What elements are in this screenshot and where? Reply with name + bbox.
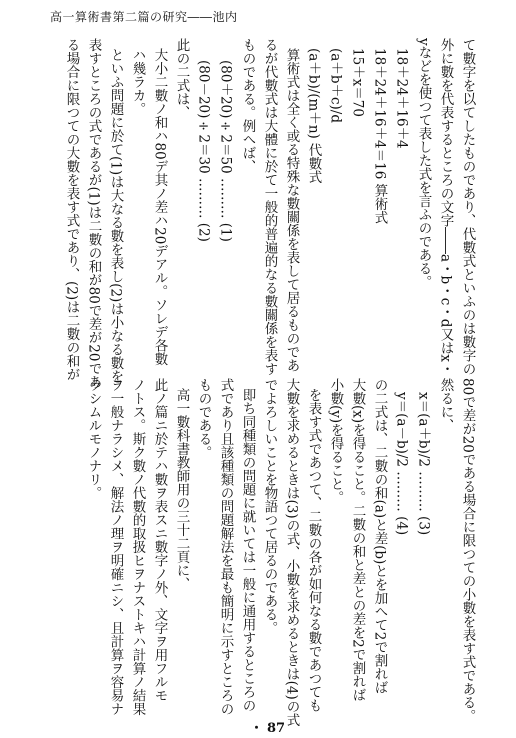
text-column: の二式は、二數の和(a)と差(b)とを加へて2で割れば bbox=[371, 378, 388, 695]
text-column: 小數(y)を得ること。 bbox=[327, 378, 344, 505]
text-column: 大小二數ノ和ハ80デ其ノ差ハ20デアル。ソレデ各數 bbox=[151, 48, 168, 366]
formula-line: (a＋b＋c)/d bbox=[327, 48, 344, 123]
formula-line: y＝(a－b)/2 ……… (4) bbox=[393, 392, 410, 536]
formula-line: 18＋24＋16＋4＝16 算術式 bbox=[371, 48, 388, 225]
text-column: 算術式は全く或る特殊な數關係を表して居るものであ bbox=[283, 48, 300, 372]
text-column: 此の二式は、 bbox=[173, 38, 190, 119]
page-number: ・ 87 bbox=[250, 721, 286, 736]
text-column: 表すところの式であるが(1)は二數の和が80で差が20であ bbox=[85, 38, 102, 389]
page-number-text: 87 bbox=[267, 721, 286, 736]
text-column: ラシムルモノナリ。 bbox=[85, 378, 102, 500]
text-column: ものである。 bbox=[195, 378, 212, 459]
text-column: 此ノ篇ニ於テハ數ヲ表スニ數字ノ外、文字ヲ用フルモ bbox=[151, 378, 168, 702]
text-column: 然るに、 bbox=[437, 378, 454, 432]
text-column: 即ち同種類の問題に就いては一般に通用するところの bbox=[239, 388, 256, 712]
text-column: る場合に限つての大數を表す式であり、(2)は二數の和が bbox=[63, 38, 80, 382]
text-column: るが代數式は大體に於て一般的普遍的なる數關係を表す bbox=[261, 38, 278, 376]
text-column: を表す式であつて、二數の各が如何なる數であつても bbox=[305, 388, 322, 712]
formula-line: (80－20)÷2＝30 ……… (2) bbox=[195, 60, 212, 242]
text-column: ノトス。斯ク數ノ代數的取扱ヒヲナストキハ計算ノ結果 bbox=[129, 378, 146, 716]
text-column: て數字を以てしたものであり、代數式といふのは數字の bbox=[459, 38, 476, 376]
text-column: 外に數を代表するところの文字――a・b・c・d又はx・ bbox=[437, 38, 454, 376]
formula-line: x＝(a＋b)/2 ……… (3) bbox=[415, 392, 432, 536]
text-column: 大數を求めるときは(3)の式、小數を求めるときは(4)の式 bbox=[283, 378, 300, 727]
running-header: 高一算術書第二篇の研究――池内 bbox=[50, 10, 238, 24]
text-column: 大數(x)を得ること。二數の和と差との差を2で割れば bbox=[349, 378, 366, 702]
formula-line: 18＋24＋16＋4 bbox=[393, 48, 410, 149]
text-column: ハ幾ラカ。 bbox=[129, 48, 146, 116]
text-column: でよろしいことを物語つて居るのである。 bbox=[261, 378, 278, 635]
text-column: ヲ一般ナラシメ、解法ノ理ヲ明確ニシ、且計算ヲ容易ナ bbox=[107, 378, 124, 716]
formula-line: (a＋b)/(m＋n) 代數式 bbox=[305, 48, 322, 184]
text-column: yなどを使つて表した式を言ふのである。 bbox=[415, 38, 432, 289]
text-column: 式であり且該種類の問題解法を最も簡明に示すところの bbox=[217, 378, 234, 716]
formula-line: 15＋x＝70 bbox=[349, 48, 366, 117]
text-column: 高一數科書教師用の三十二頁に、 bbox=[173, 388, 190, 591]
text-column: といふ問題に於て(1)は大なる數を表し(2)は小なる數を bbox=[107, 48, 124, 384]
text-column: ものである。例へば、 bbox=[239, 38, 256, 173]
text-column: 80で差が20である場合に限つての小數を表す式である。 bbox=[459, 378, 476, 723]
formula-line: (80＋20)÷2＝50 ……… (1) bbox=[217, 60, 234, 242]
